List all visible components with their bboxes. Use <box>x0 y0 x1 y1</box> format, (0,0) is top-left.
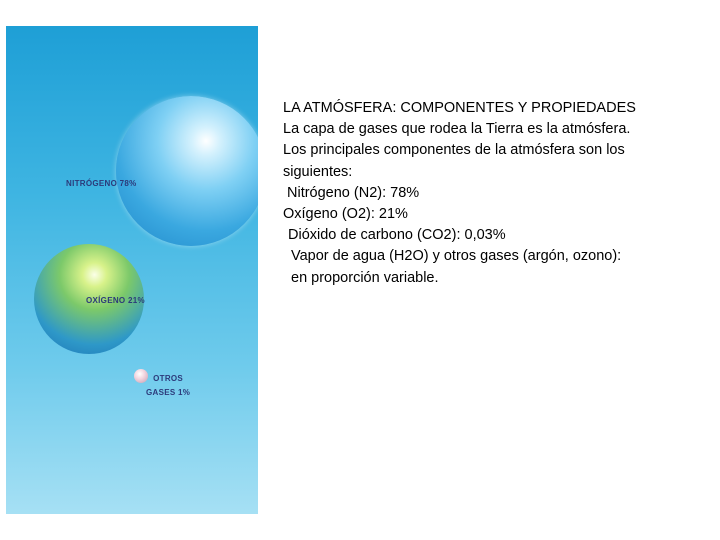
item-oxygen: Oxígeno (O2): 21% <box>283 206 408 223</box>
item-nitrogen: Nitrógeno (N2): 78% <box>287 184 420 201</box>
text-content <box>283 98 703 289</box>
nitrogen-bubble <box>116 96 258 246</box>
oxygen-label: OXÍGENO 21% <box>86 296 145 305</box>
page-title: LA ATMÓSFERA: COMPONENTES Y PROPIEDADES <box>283 100 636 116</box>
other-gases-label-line1: OTROS <box>153 374 184 383</box>
intro-line: La capa de gases que rodea la Tierra es la atmósfera. <box>283 121 631 138</box>
item-vapor-line2: en proporción variable. <box>291 269 439 286</box>
other-gases-label <box>146 372 190 400</box>
other-gases-label-line2: GASES 1% <box>146 388 191 397</box>
item-co2: Dióxido de carbono (CO2): 0,03% <box>288 227 506 244</box>
atmosphere-composition-figure <box>6 26 258 514</box>
item-vapor-line1: Vapor de agua (H2O) y otros gases (argón, ozono): <box>291 248 622 265</box>
components-intro: Los principales componentes de la atmósfera son los siguientes: <box>283 142 625 180</box>
nitrogen-label: NITRÓGENO 78% <box>66 179 137 188</box>
